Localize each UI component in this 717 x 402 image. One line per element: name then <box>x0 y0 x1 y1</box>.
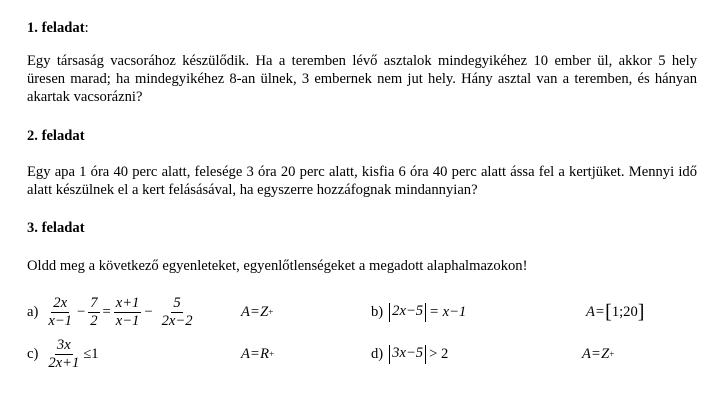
domain-d: A = Z + <box>582 345 615 362</box>
task2-title: 2. feladat <box>27 128 85 144</box>
domain-b: A = [ 1;20 ] <box>586 301 645 323</box>
absolute-value-2x-5: 2x−5 <box>389 303 426 322</box>
task2-text: Egy apa 1 óra 40 perc alatt, felesége 3 óra 20 perc alatt, kisfia 6 óra 40 perc alatt ássa fel a kertjüket. Mennyi idő alatt készülnek el a kert felásásával, ha egyszerre hozzáfognak mindannyian? <box>27 164 697 198</box>
fraction-2x-over-x-1: $\frac{2x}{x-1}$ <box>48 294 72 329</box>
fraction-5-over-2x-2: $\frac{5}{2x-2}$ <box>161 294 193 329</box>
task3-title: 3. feladat <box>27 220 85 236</box>
absolute-value-3x-5: 3x−5 <box>389 345 426 364</box>
task3-instruction: Oldd meg a következő egyenleteket, egyenlőtlenségeket a megadott alaphalmazokon! <box>27 258 528 274</box>
inequality-c-rhs: ≤1 <box>83 345 99 362</box>
minus-sign: − <box>76 303 86 320</box>
fraction-x+1-over-x-1: $\frac{x+1}{x-1}$ <box>115 294 140 329</box>
equals-sign: = <box>102 303 111 320</box>
task1-title-colon: : <box>84 20 89 36</box>
fraction-7-over-2: $\frac{7}{2}$ <box>90 294 98 329</box>
equation-b-label: b) <box>371 303 384 320</box>
equation-a-label: a) <box>27 303 39 320</box>
equation-a <box>27 292 197 332</box>
inequality-d-label: d) <box>371 345 384 362</box>
inequality-c <box>27 334 99 374</box>
inequality-c-label: c) <box>27 345 39 362</box>
fraction-3x-over-2x+1: $\frac{3x}{2x+1}$ <box>48 336 80 371</box>
domain-c: A = R + <box>241 345 275 362</box>
equation-b-rhs: = x−1 <box>429 303 467 320</box>
domain-a: A = Z + <box>241 303 274 320</box>
minus-sign: − <box>144 303 153 320</box>
inequality-d-rhs: > 2 <box>429 345 449 362</box>
task1-text: Egy társaság vacsorához készülődik. Ha a teremben lévő asztalok mindegyikéhez 10 ember ül, akkor 5 hely üresen marad; ha mindegyikéhez 8-an ülnek, 3 embernek nem jut hely. Hány asztal van a teremben, és hányan akartak vacsorázni? <box>27 53 697 105</box>
equation-b <box>371 292 466 332</box>
task1-title: 1. feladat: <box>27 20 89 36</box>
inequality-d <box>371 334 448 374</box>
